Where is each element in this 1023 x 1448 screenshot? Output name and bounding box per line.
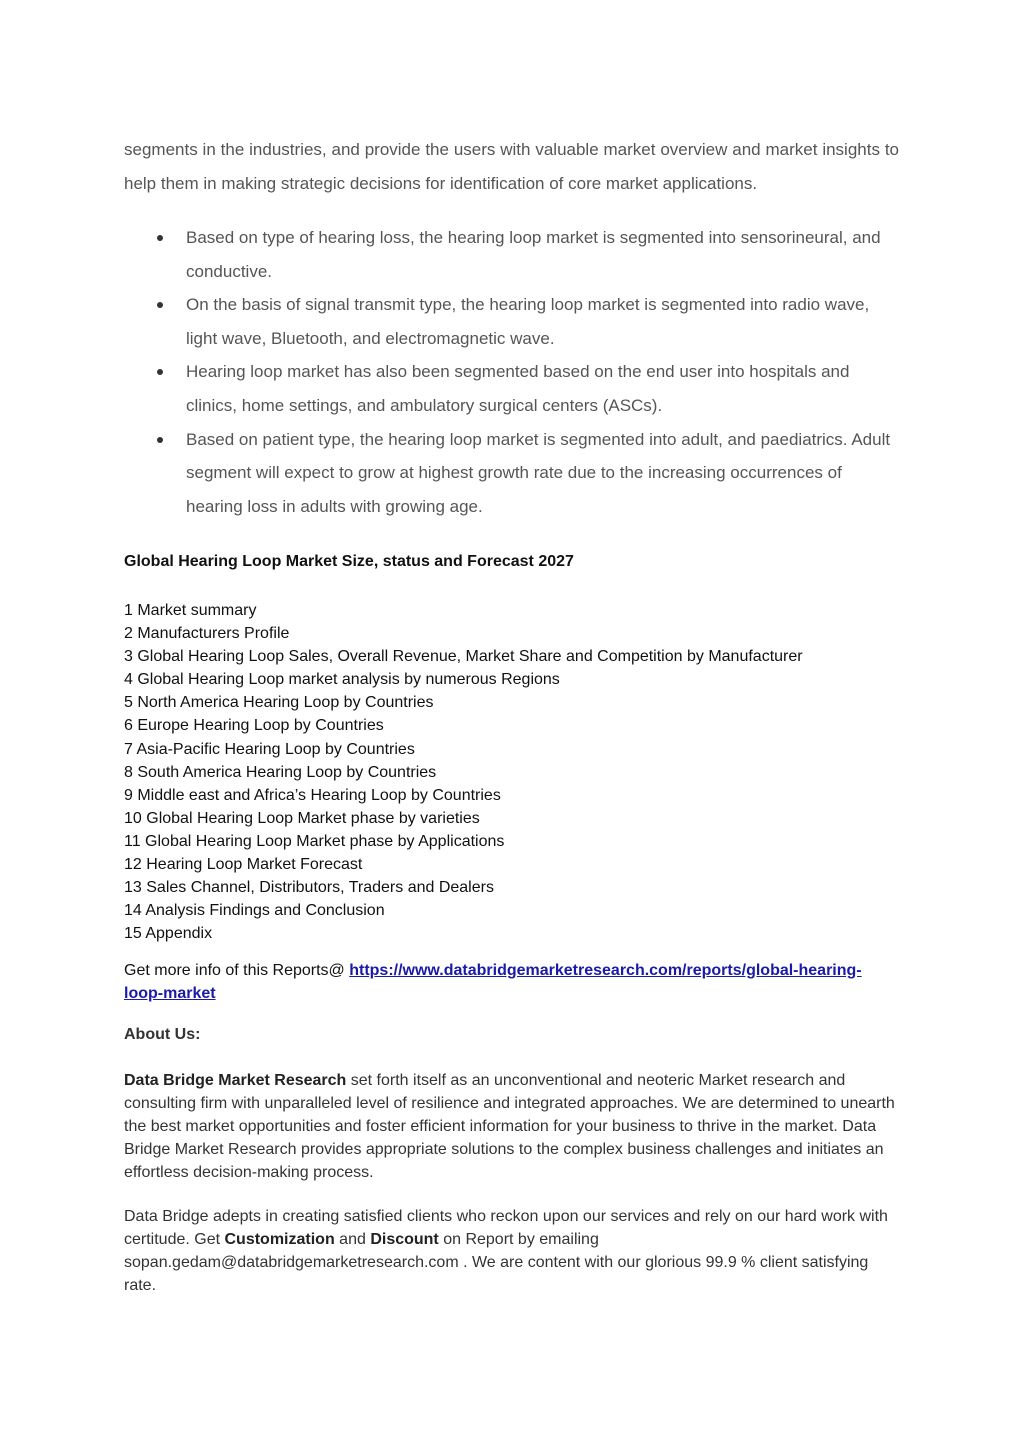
segment-bullet-list (124, 221, 899, 523)
company-name: Data Bridge Market Research (124, 1072, 347, 1089)
more-info-line (124, 959, 899, 1005)
table-of-contents (124, 599, 803, 945)
toc-item: 1 Market summary (124, 602, 257, 619)
toc-item: 14 Analysis Findings and Conclusion (124, 902, 385, 920)
customization-text: Customization (224, 1231, 335, 1249)
toc-item: 15 Appendix (124, 925, 213, 943)
intro-paragraph: segments in the industries, and provide the users with valuable market overview and market insights to help them in making strategic decisions for identification of core market applications. (124, 140, 899, 193)
about-text: Data Bridge adepts in creating satisfied clients who reckon upon our services and rely on our hard work with certitude. Get (124, 1208, 888, 1249)
about-heading: About Us: (124, 1026, 201, 1043)
bullet-item (124, 423, 899, 524)
toc-item: 5 North America Hearing Loop by Countries (124, 694, 434, 712)
about-paragraph-1 (124, 1069, 904, 1184)
toc-item: 12 Hearing Loop Market Forecast (124, 856, 363, 874)
toc-item: 8 South America Hearing Loop by Countries (124, 763, 437, 781)
bullet-text: On the basis of signal transmit type, the hearing loop market is segmented into radio wave, light wave, Bluetooth, and electromagnetic wave. (186, 295, 870, 348)
bullet-dot-icon (157, 369, 163, 375)
report-link[interactable]: https://www.databridgemarketresearch.com/reports/global-hearing-loop-market (124, 962, 862, 1002)
toc-item: 9 Middle east and Africa’s Hearing Loop by Countries (124, 786, 501, 804)
bullet-dot-icon (157, 437, 163, 443)
bullet-text: Hearing loop market has also been segmented based on the end user into hospitals and clinics, home settings, and ambulatory surgical centers (ASCs). (186, 362, 850, 415)
bullet-item (124, 288, 899, 355)
toc-item: 6 Europe Hearing Loop by Countries (124, 717, 384, 735)
more-info-prefix: Get more info of this Reports@ (124, 962, 350, 979)
toc-item: 7 Asia-Pacific Hearing Loop by Countries (124, 740, 415, 758)
bullet-text: Based on type of hearing loss, the hearing loop market is segmented into sensorineural, and conductive. (186, 228, 881, 281)
discount-text: Discount (370, 1231, 439, 1249)
about-text: on Report by emailing sopan.gedam@databridgemarketresearch.com . We are content with our glorious 99.9 % client satisfying rate. (124, 1231, 869, 1295)
toc-item: 4 Global Hearing Loop market analysis by numerous Regions (124, 671, 560, 689)
bullet-text: Based on patient type, the hearing loop market is segmented into adult, and paediatrics. Adult segment will expect to grow at highest growth rate due to the increasing occurrences of hearing loss in adults with growing age. (186, 429, 891, 516)
toc-item: 13 Sales Channel, Distributors, Traders and Dealers (124, 879, 494, 897)
toc-item: 2 Manufacturers Profile (124, 625, 290, 643)
toc-item: 3 Global Hearing Loop Sales, Overall Revenue, Market Share and Competition by Manufacturer (124, 648, 803, 666)
about-text: and (334, 1231, 371, 1249)
report-heading: Global Hearing Loop Market Size, status and Forecast 2027 (124, 553, 574, 570)
bullet-item (124, 221, 899, 288)
bullet-item (124, 355, 899, 422)
about-paragraph-2 (124, 1205, 904, 1297)
toc-item: 11 Global Hearing Loop Market phase by Applications (124, 832, 505, 850)
about-text: set forth itself as an unconventional and neoteric Market research and consulting firm with unparalleled level of resilience and integrated approaches. We are determined to unearth the best market opportunities and foster efficient information for your business to thrive in the market. Data Bridge Market Research provides appropriate solutions to the complex business challenges and initiates an effortless decision-making process. (124, 1072, 895, 1182)
toc-item: 10 Global Hearing Loop Market phase by varieties (124, 809, 480, 827)
bullet-dot-icon (157, 302, 163, 308)
bullet-dot-icon (157, 235, 163, 241)
